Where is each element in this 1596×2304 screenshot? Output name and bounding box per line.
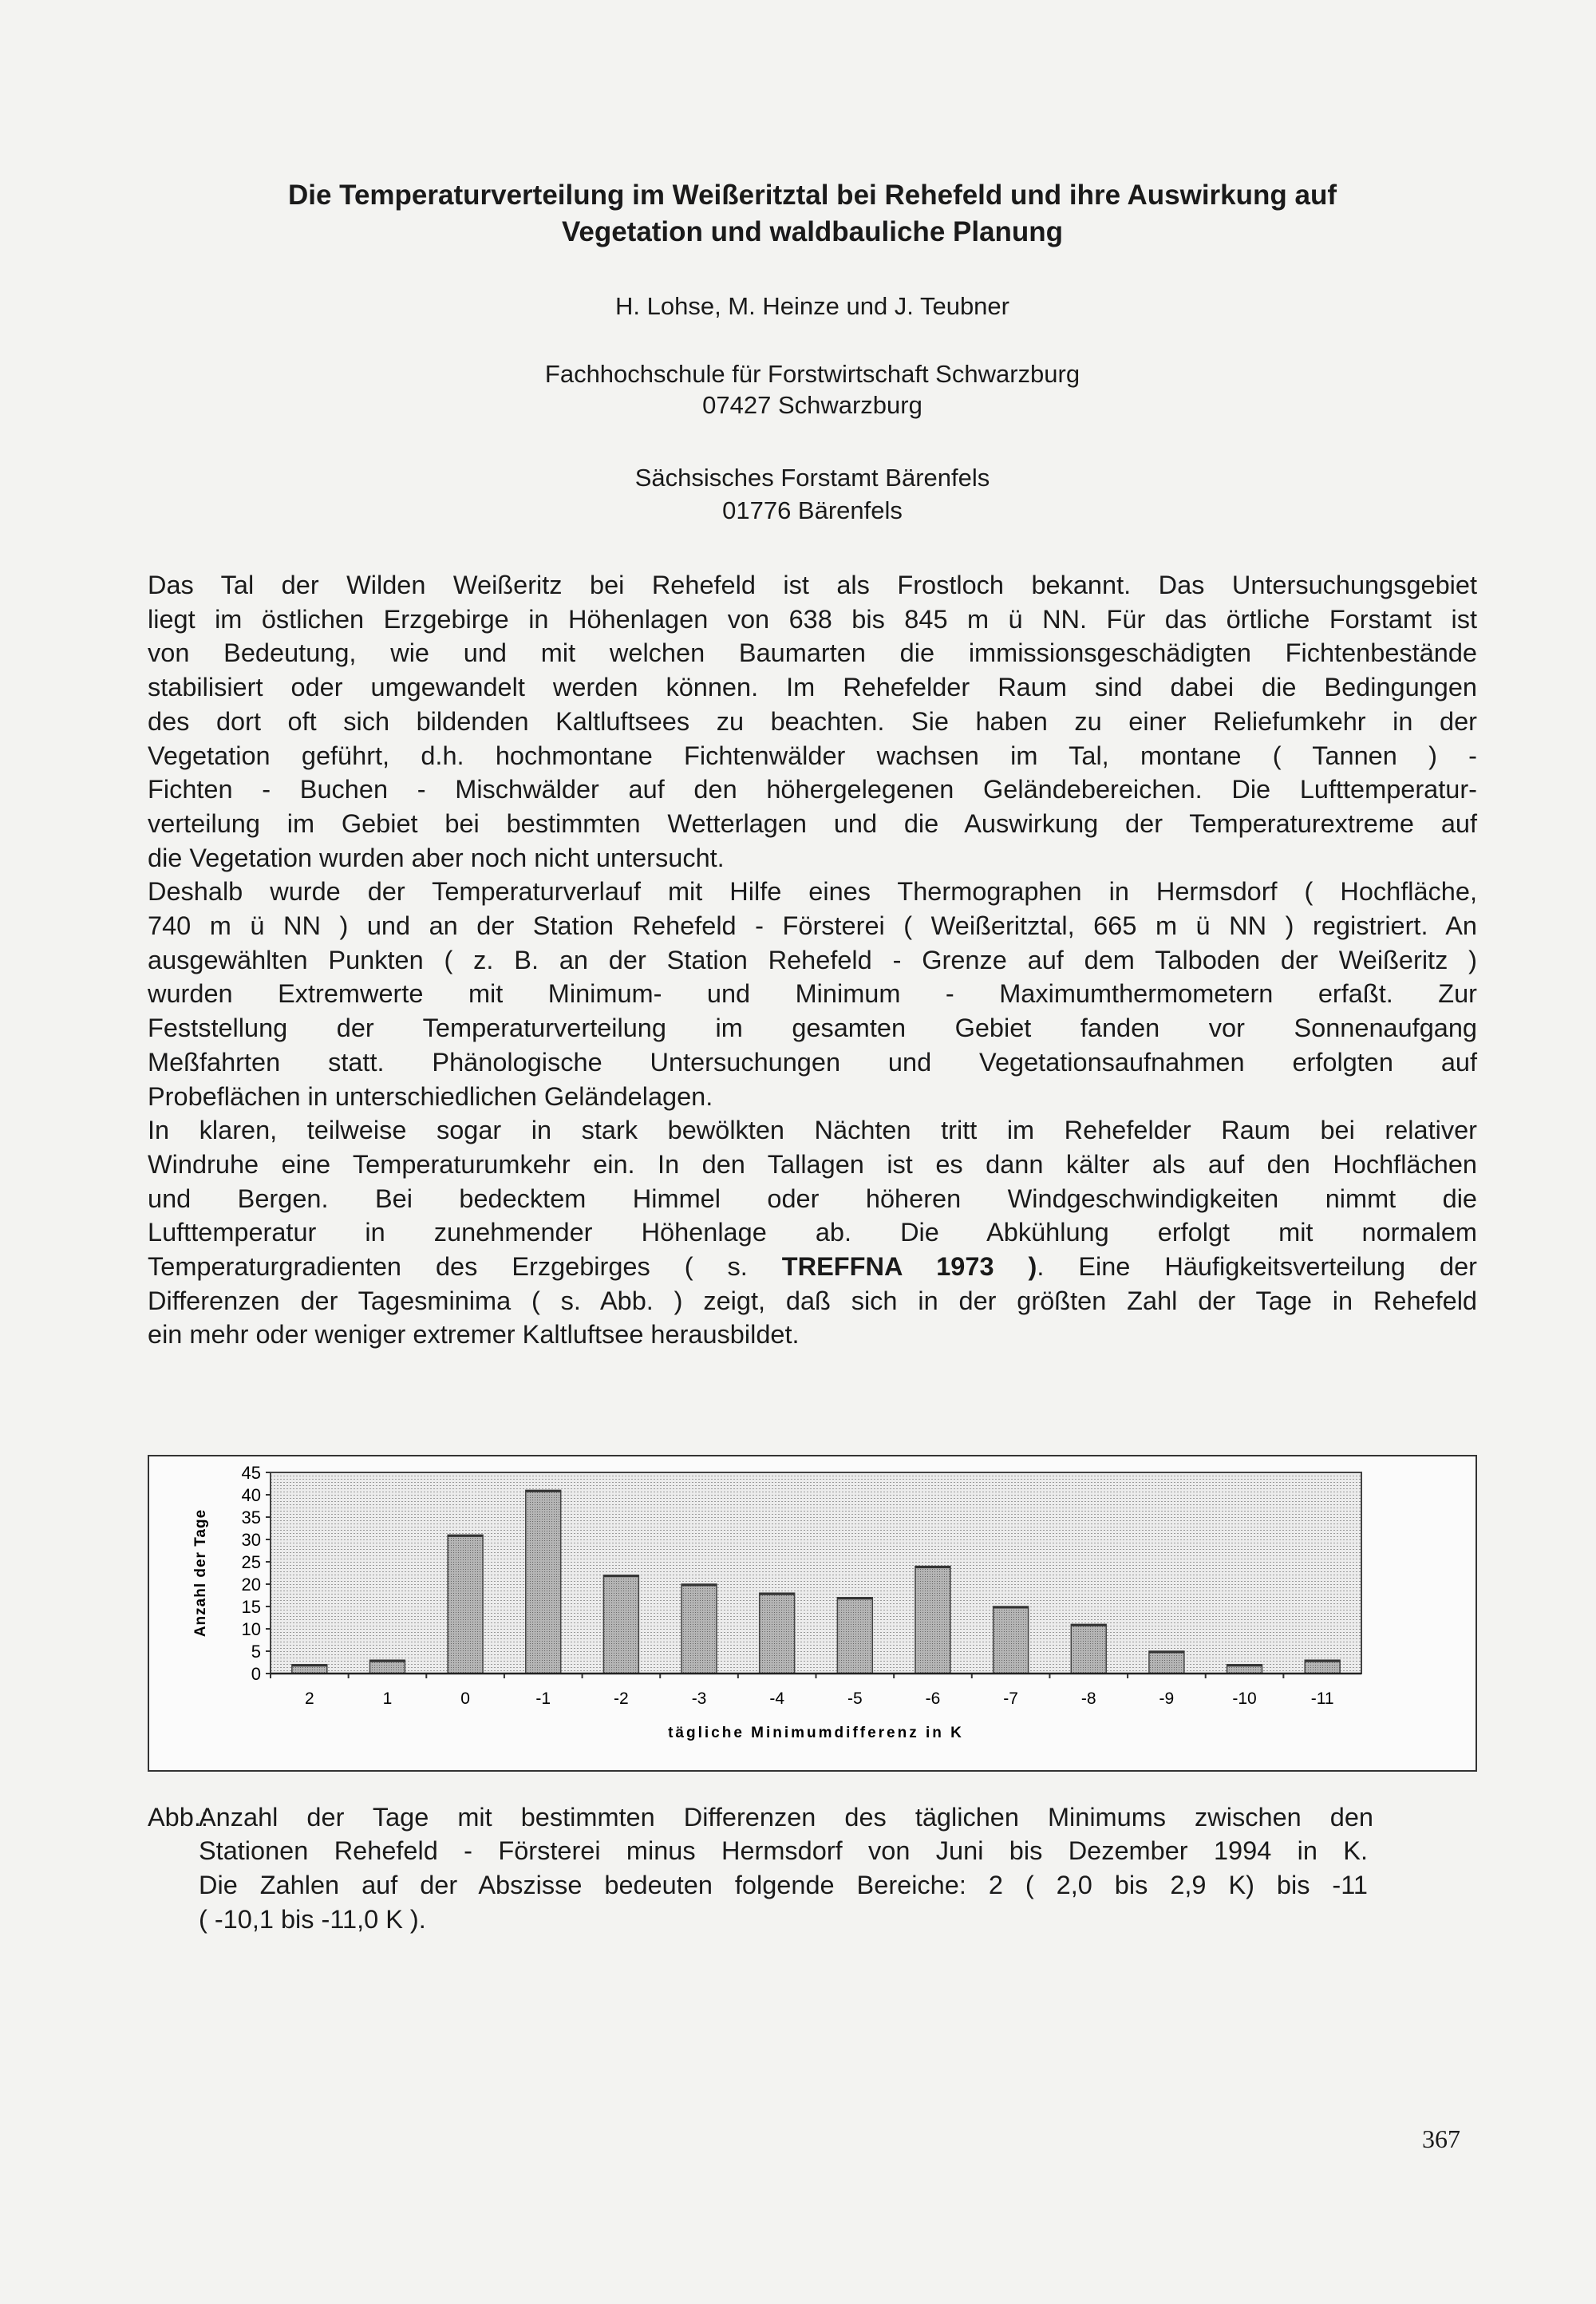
body-line bbox=[148, 671, 1477, 703]
body-line bbox=[148, 1216, 1477, 1248]
body-line-text: Vegetation geführt, d.h. hochmontane Fichtenwälder wachsen im Tal, montane ( Tannen ) - bbox=[148, 741, 1477, 770]
figure-chart bbox=[148, 1455, 1477, 1772]
caption-line: ( -10,1 bis -11,0 K ). bbox=[199, 1905, 426, 1934]
y-axis-label: Anzahl der Tage bbox=[192, 1508, 209, 1638]
body-line-text: Fichten - Buchen - Mischwälder auf den höhergelegenen Geländebereichen. Die Lufttemperatur- bbox=[148, 775, 1477, 804]
body-line bbox=[148, 1285, 1477, 1317]
body-line bbox=[148, 603, 1477, 635]
body-line-text: Probeflächen in unterschiedlichen Geländelagen. bbox=[148, 1081, 713, 1111]
y-tick-label: 40 bbox=[241, 1485, 261, 1505]
y-tick-label: 20 bbox=[241, 1575, 261, 1595]
y-tick-label: 10 bbox=[241, 1619, 261, 1639]
y-tick-label: 0 bbox=[251, 1664, 261, 1684]
body-line-text: Windruhe eine Temperaturumkehr ein. In den Tallagen ist es dann kälter als auf den Hochflächen bbox=[148, 1149, 1477, 1179]
x-tick-label: -6 bbox=[925, 1689, 941, 1708]
x-tick-label: -8 bbox=[1080, 1689, 1096, 1708]
body-line bbox=[148, 1114, 1477, 1146]
body-line bbox=[148, 944, 1477, 976]
bar bbox=[837, 1598, 872, 1674]
body-line-text: Feststellung der Temperaturverteilung im gesamten Gebiet fanden vor Sonnenaufgang bbox=[148, 1014, 1477, 1043]
y-tick-label: 25 bbox=[241, 1552, 261, 1572]
body-line bbox=[148, 1318, 1477, 1350]
x-tick-label: -4 bbox=[769, 1689, 785, 1708]
y-tick-label: 45 bbox=[241, 1463, 261, 1483]
body-line bbox=[148, 637, 1477, 669]
body-line-text: Das Tal der Wilden Weißeritz bei Rehefeld ist als Frostloch bekannt. Das Untersuchungsgebiet bbox=[148, 571, 1477, 599]
affiliation-2-name: Sächsisches Forstamt Bärenfels bbox=[634, 464, 990, 492]
body-line-text: 740 m ü NN ) und an der Station Rehefeld - Försterei ( Weißeritztal, 665 m ü NN ) registriert. An bbox=[148, 911, 1477, 940]
body-line bbox=[148, 1183, 1477, 1215]
bar bbox=[1305, 1660, 1340, 1674]
body-line-text: ein mehr oder weniger extremer Kaltluftsee herausbildet. bbox=[148, 1320, 800, 1350]
body-line-text: In klaren, teilweise sogar in stark bewölkten Nächten tritt im Rehefelder Raum bei relativer bbox=[148, 1116, 1477, 1145]
body-line-text: und Bergen. Bei bedecktem Himmel oder höheren Windgeschwindigkeiten nimmt die bbox=[148, 1184, 1477, 1213]
body-line bbox=[148, 1251, 1477, 1282]
caption-line: Anzahl der Tage mit bestimmten Differenzen des täglichen Minimums zwischen den bbox=[199, 1803, 1373, 1832]
x-tick-label: -7 bbox=[1003, 1689, 1018, 1708]
caption-line: Stationen Rehefeld - Försterei minus Hermsdorf von Juni bis Dezember 1994 in K. bbox=[199, 1836, 1368, 1865]
x-axis-label: tägliche Minimumdifferenz in K bbox=[668, 1725, 964, 1741]
body-line-text: liegt im östlichen Erzgebirge in Höhenlagen von 638 bis 845 m ü NN. Für das örtliche Forstamt ist bbox=[148, 604, 1477, 634]
body-line-text: verteilung im Gebiet bei bestimmten Wetterlagen und die Auswirkung der Temperaturextreme auf bbox=[148, 808, 1477, 838]
body-line bbox=[148, 1148, 1477, 1180]
x-tick-label: -1 bbox=[535, 1689, 551, 1708]
body-line bbox=[148, 705, 1477, 737]
x-tick-label: -11 bbox=[1310, 1689, 1334, 1708]
bar bbox=[1071, 1624, 1106, 1674]
body-line-text: stabilisiert oder umgewandelt werden können. Im Rehefelder Raum sind dabei die Bedingungen bbox=[148, 673, 1477, 702]
body-line bbox=[148, 978, 1477, 1010]
x-tick-label: -3 bbox=[691, 1689, 707, 1708]
page-number: 367 bbox=[1422, 2124, 1460, 2153]
y-tick-label: 5 bbox=[251, 1642, 261, 1662]
bar-chart bbox=[149, 1456, 1476, 1770]
y-tick-label: 35 bbox=[241, 1508, 261, 1527]
bar bbox=[915, 1567, 950, 1674]
body-line-text: wurden Extremwerte mit Minimum- und Minimum - Maximumthermometern erfaßt. Zur bbox=[148, 979, 1477, 1009]
caption-label: Abb.: bbox=[148, 1803, 208, 1832]
body-line-text: Deshalb wurde der Temperaturverlauf mit Hilfe eines Thermographen in Hermsdorf ( Hochfläche, bbox=[148, 877, 1477, 907]
body-line-text: Meßfahrten statt. Phänologische Untersuchungen und Vegetationsaufnahmen erfolgten auf bbox=[148, 1047, 1477, 1077]
body-line-text: ausgewählten Punkten ( z. B. an der Station Rehefeld - Grenze auf dem Talboden der Weißeritz ) bbox=[148, 945, 1477, 974]
y-tick-label: 15 bbox=[241, 1597, 261, 1617]
bar bbox=[448, 1535, 483, 1674]
body-line bbox=[148, 569, 1477, 601]
body-line bbox=[148, 1081, 1477, 1112]
bar bbox=[603, 1575, 638, 1674]
body-line bbox=[148, 875, 1477, 907]
body-line-text: von Bedeutung, wie und mit welchen Baumarten die immissionsgeschädigten Fichtenbestände bbox=[148, 638, 1477, 668]
affiliation-1-name: Fachhochschule für Forstwirtschaft Schwarzburg bbox=[544, 360, 1080, 388]
x-tick-label: -9 bbox=[1159, 1689, 1175, 1708]
body-line bbox=[148, 910, 1477, 942]
paper-title-line-2: Vegetation und waldbauliche Planung bbox=[561, 216, 1064, 247]
bar bbox=[526, 1490, 561, 1674]
bar bbox=[369, 1660, 405, 1674]
body-line-text: Differenzen der Tagesminima ( s. Abb. ) zeigt, daß sich in der größten Zahl der Tage in Rehefeld bbox=[148, 1286, 1477, 1315]
body-line bbox=[148, 842, 1477, 874]
citation-bold: TREFFNA 1973 ) bbox=[781, 1252, 1037, 1281]
x-tick-label: -2 bbox=[614, 1689, 629, 1708]
plot-area bbox=[271, 1472, 1361, 1674]
body-line-text: Lufttemperatur in zunehmender Höhenlage ab. Die Abkühlung erfolgt mit normalem bbox=[148, 1218, 1477, 1247]
bar bbox=[994, 1606, 1029, 1674]
affiliation-2-address: 01776 Bärenfels bbox=[722, 496, 903, 524]
x-tick-label: 2 bbox=[304, 1689, 314, 1708]
bar bbox=[681, 1584, 717, 1674]
x-tick-label: 1 bbox=[382, 1689, 393, 1708]
x-tick-label: 0 bbox=[460, 1689, 470, 1708]
authors: H. Lohse, M. Heinze und J. Teubner bbox=[615, 292, 1009, 320]
body-line-text: . Eine Häufigkeitsverteilung der bbox=[1037, 1252, 1478, 1281]
x-tick-label: -5 bbox=[847, 1689, 863, 1708]
body-line-text: die Vegetation wurden aber noch nicht untersucht. bbox=[148, 843, 725, 872]
x-tick-label: -10 bbox=[1232, 1689, 1257, 1708]
caption-line: Die Zahlen auf der Abszisse bedeuten folgende Bereiche: 2 ( 2,0 bis 2,9 K) bis -11 bbox=[199, 1871, 1368, 1899]
body-line bbox=[148, 773, 1477, 805]
body-line bbox=[148, 808, 1477, 840]
bar bbox=[1149, 1651, 1184, 1674]
body-line-text: des dort oft sich bildenden Kaltluftsees zu beachten. Sie haben zu einer Reliefumkehr in der bbox=[148, 706, 1477, 736]
y-tick-label: 30 bbox=[241, 1530, 261, 1550]
bar bbox=[760, 1593, 795, 1674]
body-line bbox=[148, 740, 1477, 772]
body-line bbox=[148, 1012, 1477, 1044]
affiliation-1-address: 07427 Schwarzburg bbox=[702, 391, 922, 419]
paper-title-line-1: Die Temperaturverteilung im Weißeritztal bei Rehefeld und ihre Auswirkung auf bbox=[287, 180, 1337, 211]
body-line bbox=[148, 1046, 1477, 1078]
body-line-text: Temperaturgradienten des Erzgebirges ( s. bbox=[148, 1252, 782, 1281]
